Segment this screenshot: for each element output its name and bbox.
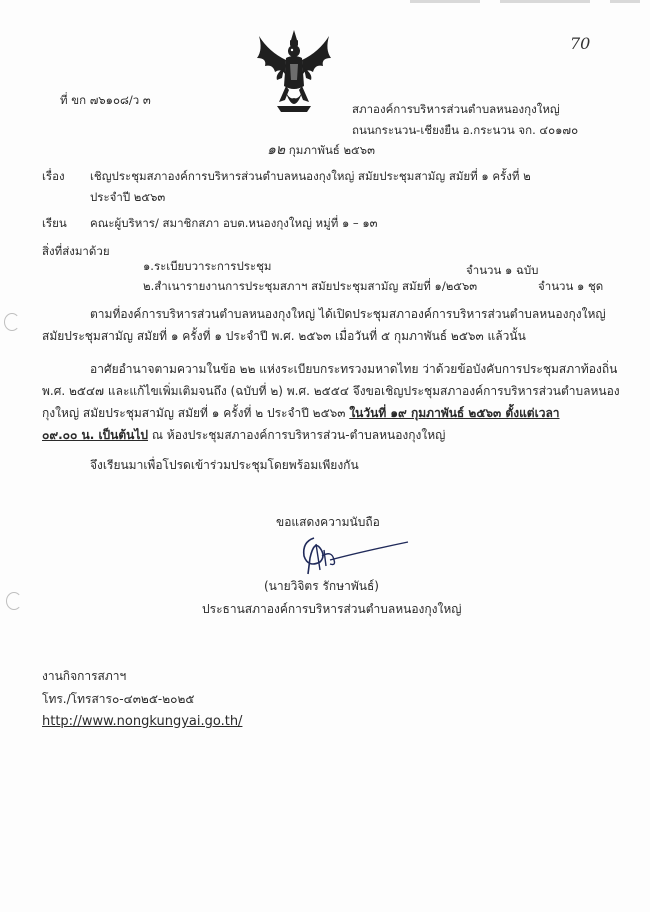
subject-label: เรื่อง bbox=[42, 169, 65, 183]
to-label: เรียน bbox=[42, 216, 67, 230]
to-text: คณะผู้บริหาร/ สมาชิกสภา อบต.หนองกุงใหญ่ หมู่ที่ ๑ – ๑๓ bbox=[90, 216, 378, 230]
corner-note: 70 bbox=[570, 34, 591, 53]
footer-phone: โทร./โทรสาร๐-๔๓๒๕-๒๐๒๕ bbox=[42, 692, 195, 706]
scan-smudge bbox=[330, 0, 650, 6]
footer-department: งานกิจการสภาฯ bbox=[42, 669, 127, 683]
closing-regards: ขอแสดงความนับถือ bbox=[276, 515, 380, 529]
paragraph-2-line-3 bbox=[42, 403, 560, 424]
date-month-year: กุมภาพันธ์ ๒๕๖๓ bbox=[288, 143, 375, 157]
meeting-date-emphasis: ในวันที่ ๑๙ กุมภาพันธ์ ๒๕๖๓ ตั้งแต่เวลา bbox=[349, 406, 560, 420]
document-date bbox=[267, 142, 375, 158]
enclosure-item-2-qty: จำนวน ๑ ชุด bbox=[538, 279, 604, 293]
paragraph-2-line-2: พ.ศ. ๒๕๔๗ และแก้ไขเพิ่มเติมจนถึง (ฉบับที่ ๒) พ.ศ. ๒๕๕๔ จึงขอเชิญประชุมสภาองค์การบริหารส่วนตำบลหนอง bbox=[42, 384, 620, 398]
paragraph-1-line-2: สมัยประชุมสามัญ สมัยที่ ๑ ครั้งที่ ๑ ประจำปี พ.ศ. ๒๕๖๓ เมื่อวันที่ ๕ กุมภาพันธ์ ๒๕๖๓ แล้วนั้น bbox=[42, 329, 526, 343]
enclosure-item-1-qty: จำนวน ๑ ฉบับ bbox=[466, 263, 539, 277]
subject-line-1: เชิญประชุมสภาองค์การบริหารส่วนตำบลหนองกุงใหญ่ สมัยประชุมสามัญ สมัยที่ ๑ ครั้งที่ ๒ bbox=[90, 169, 531, 183]
paragraph-1-line-1: ตามที่องค์การบริหารส่วนตำบลหนองกุงใหญ่ ได้เปิดประชุมสภาองค์การบริหารส่วนตำบลหนองกุงใหญ่ bbox=[90, 307, 606, 321]
enclosure-item-2: ๒.สำเนารายงานการประชุมสภาฯ สมัยประชุมสามัญ สมัยที่ ๑/๒๕๖๓ bbox=[143, 279, 478, 293]
paragraph-2-line-1: อาศัยอำนาจตามความในข้อ ๒๒ แห่งระเบียบกระทรวงมหาดไทย ว่าด้วยข้อบังคับการประชุมสภาท้องถิ่น bbox=[90, 362, 618, 376]
signer-position: ประธานสภาองค์การบริหารส่วนตำบลหนองกุงใหญ่ bbox=[202, 602, 462, 616]
org-name: สภาองค์การบริหารส่วนตำบลหนองกุงใหญ่ bbox=[352, 102, 560, 116]
enclosure-item-1: ๑.ระเบียบวาระการประชุม bbox=[143, 259, 272, 273]
subject-line-2: ประจำปี ๒๕๖๓ bbox=[90, 190, 166, 204]
garuda-emblem bbox=[255, 28, 333, 120]
binder-hole-bottom bbox=[6, 592, 22, 610]
signature bbox=[290, 530, 420, 582]
org-address: ถนนกระนวน-เชียงยืน อ.กระนวน จก. ๔๐๑๗๐ bbox=[352, 123, 579, 137]
footer-website-link[interactable]: http://www.nongkungyai.go.th/ bbox=[42, 714, 243, 729]
meeting-time-emphasis: ๐๙.๐๐ น. เป็นต้นไป bbox=[42, 428, 149, 442]
document-number: ที่ ขก ๗๖๑๐๘/ว ๓ bbox=[60, 93, 151, 107]
meeting-info-text: กุงใหญ่ สมัยประชุมสามัญ สมัยที่ ๑ ครั้งที่ ๒ ประจำปี ๒๕๖๓ bbox=[42, 406, 350, 420]
date-day: ๑๒ bbox=[267, 142, 286, 158]
paragraph-2-line-4 bbox=[42, 425, 445, 446]
meeting-venue-text: ณ ห้องประชุมสภาองค์การบริหารส่วน-ตำบลหนองกุงใหญ่ bbox=[148, 428, 446, 442]
enclosures-label: สิ่งที่ส่งมาด้วย bbox=[42, 244, 110, 258]
binder-hole-top bbox=[4, 313, 20, 331]
signer-name: (นายวิจิตร รักษาพันธ์) bbox=[264, 579, 379, 593]
paragraph-3: จึงเรียนมาเพื่อโปรดเข้าร่วมประชุมโดยพร้อมเพียงกัน bbox=[90, 458, 359, 472]
